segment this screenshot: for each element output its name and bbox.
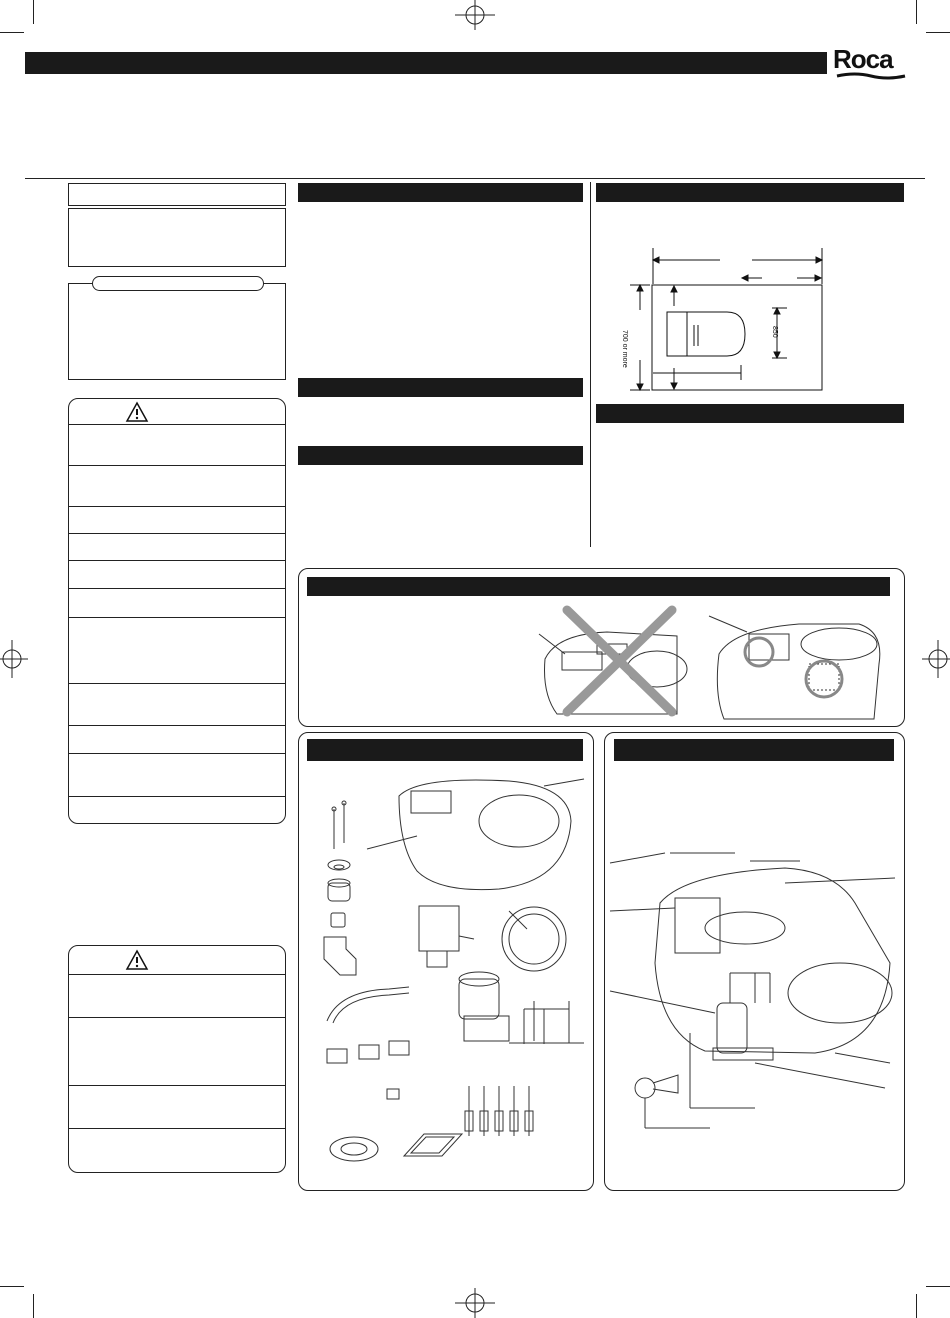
assembly-exploded-view xyxy=(605,853,904,1183)
panel-header-1 xyxy=(307,577,890,596)
parts-illustration xyxy=(299,761,593,1191)
correct-placement-illustration xyxy=(709,604,889,719)
space-requirements-diagram xyxy=(622,240,832,395)
warning-triangle-icon xyxy=(125,401,149,423)
roca-logo xyxy=(833,44,909,82)
installation-caution-panel xyxy=(298,568,905,727)
warning-triangle-icon xyxy=(125,949,149,971)
width-dimension-label: 850 xyxy=(771,326,778,338)
intro-box xyxy=(68,208,286,267)
section-header-5 xyxy=(596,404,904,423)
logo-swoosh-icon xyxy=(835,72,905,78)
caution-box-2 xyxy=(68,945,286,1173)
notice-title-pill xyxy=(92,276,264,291)
logo-text: Roca xyxy=(833,44,893,74)
column-divider xyxy=(590,182,591,547)
parts-list-panel xyxy=(298,732,594,1191)
panel-header-2 xyxy=(307,739,583,761)
panel-header-3 xyxy=(614,739,894,761)
depth-dimension-label: 700 or more xyxy=(621,330,628,368)
model-box xyxy=(68,183,286,206)
header-rule xyxy=(25,178,925,179)
section-header-1 xyxy=(298,183,583,202)
caution-box-1 xyxy=(68,398,286,824)
header-bar xyxy=(25,52,827,74)
notice-box xyxy=(68,283,286,380)
section-header-2 xyxy=(298,378,583,397)
section-header-4 xyxy=(596,183,904,202)
section-header-3 xyxy=(298,446,583,465)
assembly-overview-panel xyxy=(604,732,905,1191)
incorrect-placement-illustration xyxy=(537,604,687,719)
